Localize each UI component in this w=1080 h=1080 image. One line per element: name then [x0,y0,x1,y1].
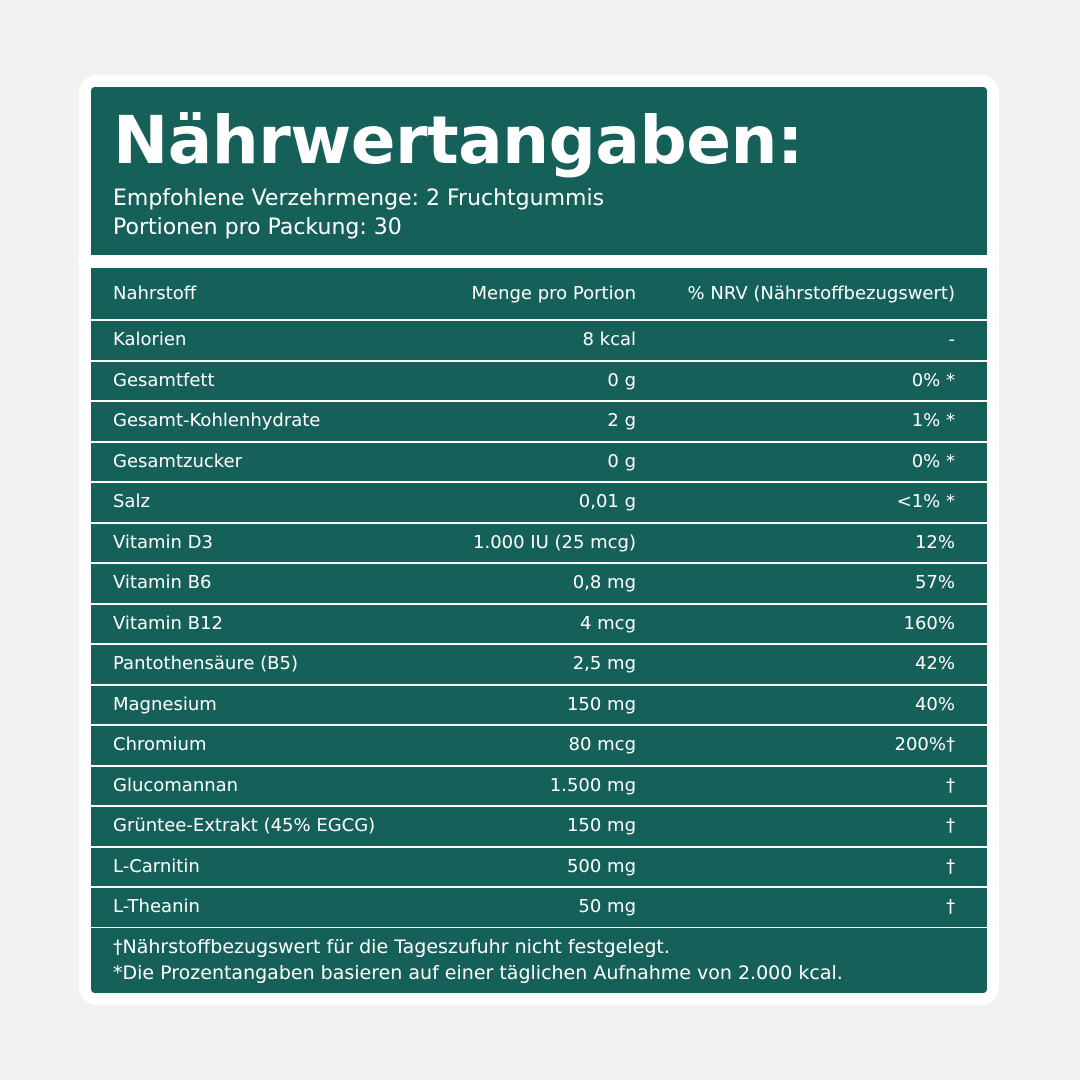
nutrient-name: Glucomannan [113,774,239,796]
table-row [91,767,987,806]
nrv-percent: 200%† [894,734,955,755]
nutrient-name: Vitamin B12 [113,612,223,634]
amount-per-portion: 8 kcal [582,329,636,350]
table-row [91,443,987,482]
table-body [91,321,987,927]
nrv-percent: † [946,815,955,836]
nutrient-name: Gesamt-Kohlenhydrate [113,410,321,431]
table-row [91,524,987,563]
nutrient-name: Vitamin D3 [113,531,213,553]
nrv-percent: † [946,896,955,917]
nrv-percent: - [948,329,955,350]
page-title: Nährwertangaben: [113,102,803,179]
portions-per-pack-text: Portionen pro Packung: 30 [113,215,402,240]
table-row [91,848,987,887]
column-header-nutrient: Nahrstoff [113,283,197,304]
nrv-percent: 1% * [911,410,955,431]
nrv-percent: 0% * [911,450,955,472]
amount-per-portion: 1.000 IU (25 mcg) [473,531,636,553]
label-header [91,87,987,255]
label-footer [91,928,987,993]
nrv-percent: † [946,855,955,877]
amount-per-portion: 0,8 mg [572,572,636,593]
nutrition-table [91,268,987,929]
amount-per-portion: 0,01 g [578,491,636,512]
nutrient-name: Grüntee-Extrakt (45% EGCG) [113,815,376,836]
nrv-percent: 160% [903,612,955,634]
table-row [91,483,987,522]
nrv-percent: <1% * [896,491,955,512]
column-header-amount: Menge pro Portion [471,283,636,304]
column-header-nrv: % NRV (Nährstoffbezugswert) [687,283,955,304]
amount-per-portion: 0 g [607,369,636,391]
nutrient-name: Salz [113,491,150,512]
nutrient-name: Gesamtzucker [113,450,243,472]
footnote-dagger: †Nährstoffbezugswert für die Tageszufuhr nicht festgelegt. [113,936,670,958]
serving-size-text: Empfohlene Verzehrmenge: 2 Fruchtgummis [113,186,605,211]
amount-per-portion: 2 g [607,410,636,431]
amount-per-portion: 500 mg [566,855,636,877]
table-row [91,321,987,360]
table-row [91,686,987,725]
amount-per-portion: 0 g [607,450,636,472]
nutrition-label-card [79,75,999,1005]
amount-per-portion: 150 mg [566,815,636,836]
nutrient-name: Kalorien [113,329,187,350]
table-row [91,402,987,441]
table-row [91,605,987,644]
nutrient-name: L-Carnitin [113,855,200,877]
table-row [91,726,987,765]
nrv-percent: 57% [914,572,955,593]
table-row [91,645,987,684]
nutrient-name: Vitamin B6 [113,572,212,593]
nutrient-name: Pantothensäure (B5) [113,653,298,674]
table-row [91,888,987,927]
table-header-row [91,268,987,319]
amount-per-portion: 80 mcg [568,734,636,755]
nutrient-name: Gesamtfett [113,369,215,391]
nrv-percent: 0% * [911,369,955,391]
amount-per-portion: 2,5 mg [572,653,636,674]
nutrient-name: Magnesium [113,693,217,715]
footnote-asterisk: *Die Prozentangaben basieren auf einer täglichen Aufnahme von 2.000 kcal. [113,962,843,984]
nrv-percent: 40% [914,693,955,715]
amount-per-portion: 1.500 mg [549,774,636,796]
nutrient-name: L-Theanin [113,896,200,917]
amount-per-portion: 150 mg [566,693,636,715]
nrv-percent: † [946,774,955,796]
amount-per-portion: 4 mcg [579,612,636,634]
nrv-percent: 12% [914,531,955,553]
nutrient-name: Chromium [113,734,207,755]
table-row [91,362,987,401]
table-row [91,564,987,603]
nrv-percent: 42% [914,653,955,674]
table-row [91,807,987,846]
amount-per-portion: 50 mg [578,896,636,917]
